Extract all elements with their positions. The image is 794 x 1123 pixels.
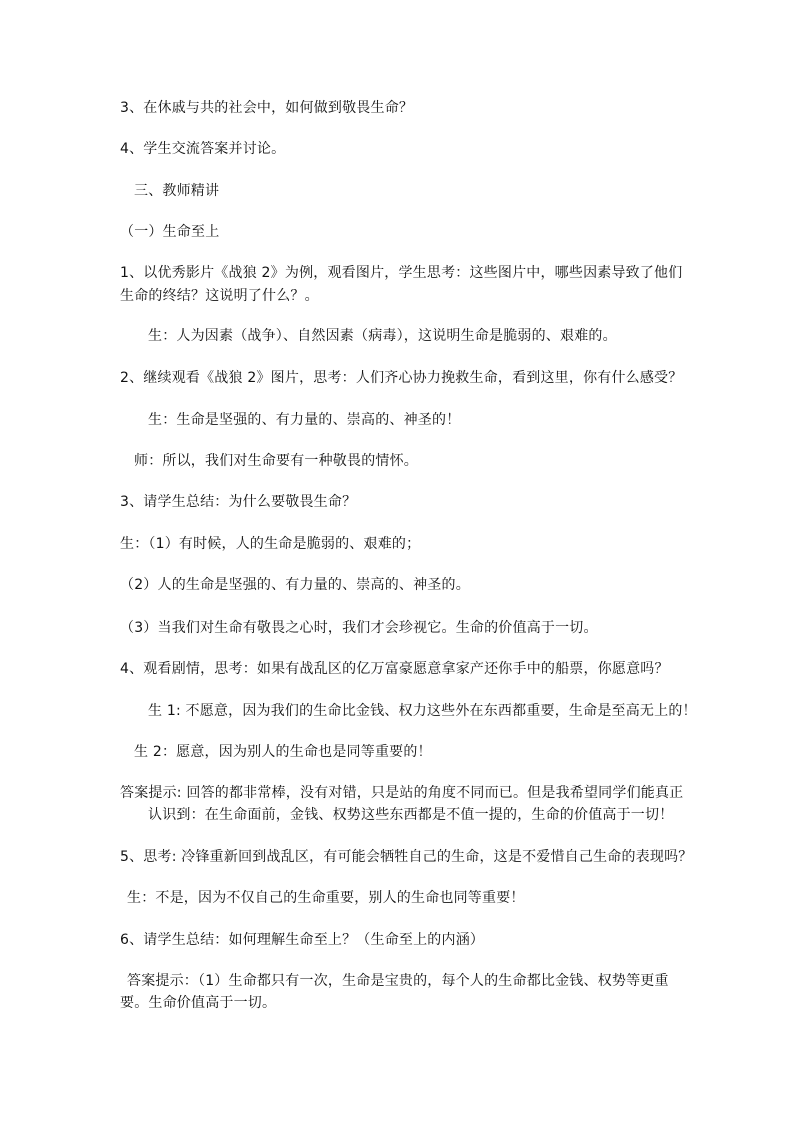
- answer-hint-line-2: 认识到：在生命面前，金钱、权势这些东西都是不值一提的，生命的价值高于一切！: [148, 807, 674, 823]
- question-3: 3、在休戚与共的社会中，如何做到敬畏生命？: [120, 100, 414, 116]
- section-heading: 三、教师精讲: [134, 183, 220, 199]
- item-2: 2、继续观看《战狼 2》图片，思考：人们齐心协力挽救生命，看到这里，你有什么感受？: [120, 370, 683, 386]
- item-6: 6、请学生总结：如何理解生命至上？（生命至上的内涵）: [120, 932, 485, 948]
- item-5: 5、思考: 冷锋重新回到战乱区，有可能会牺牲自己的生命，这是不爱惜自己生命的表现吗？: [120, 849, 693, 865]
- student-1-answer: 生 1: 不愿意，因为我们的生命比金钱、权力这些外在东西都重要，生命是至高无上的！: [148, 703, 697, 719]
- item-6-hint-line-2: 要。生命价值高于一切。: [120, 995, 277, 1011]
- answer-hint-line-1: 答案提示: 回答的都非常棒，没有对错，只是站的角度不同而已。但是我希望同学们能真正: [120, 785, 684, 801]
- student-2-answer: 生 2：愿意，因为别人的生命也是同等重要的！: [134, 744, 432, 760]
- teacher-comment: 师：所以，我们对生命要有一种敬畏的情怀。: [134, 453, 418, 469]
- item-3-answer-3: （3）当我们对生命有敬畏之心时，我们才会珍视它。生命的价值高于一切。: [120, 620, 598, 636]
- item-4: 4、观看剧情，思考：如果有战乱区的亿万富豪愿意拿家产还你手中的船票，你愿意吗？: [120, 661, 669, 677]
- subsection-heading: （一）生命至上: [120, 224, 220, 240]
- item-3-answer-2: （2）人的生命是坚强的、有力量的、崇高的、神圣的。: [120, 577, 470, 593]
- item-1-line-1: 1、以优秀影片《战狼 2》为例，观看图片，学生思考：这些图片中，哪些因素导致了他们: [120, 265, 683, 281]
- item-1-line-2: 生命的终结？这说明了什么？。: [120, 288, 319, 304]
- item-6-hint-line-1: 答案提示：（1）生命都只有一次，生命是宝贵的，每个人的生命都比金钱、权势等更重: [127, 973, 669, 989]
- item-3-answer-1: 生：（1）有时候，人的生命是脆弱的、艰难的；: [120, 536, 421, 552]
- item-5-answer: 生：不是，因为不仅自己的生命重要，别人的生命也同等重要！: [127, 890, 525, 906]
- item-1-answer: 生：人为因素（战争）、自然因素（病毒），这说明生命是脆弱的、艰难的。: [148, 328, 617, 344]
- item-2-answer: 生：生命是坚强的、有力量的、崇高的、神圣的！: [148, 412, 461, 428]
- item-3: 3、请学生总结：为什么要敬畏生命？: [120, 494, 357, 510]
- question-4: 4、学生交流答案并讨论。: [120, 141, 286, 157]
